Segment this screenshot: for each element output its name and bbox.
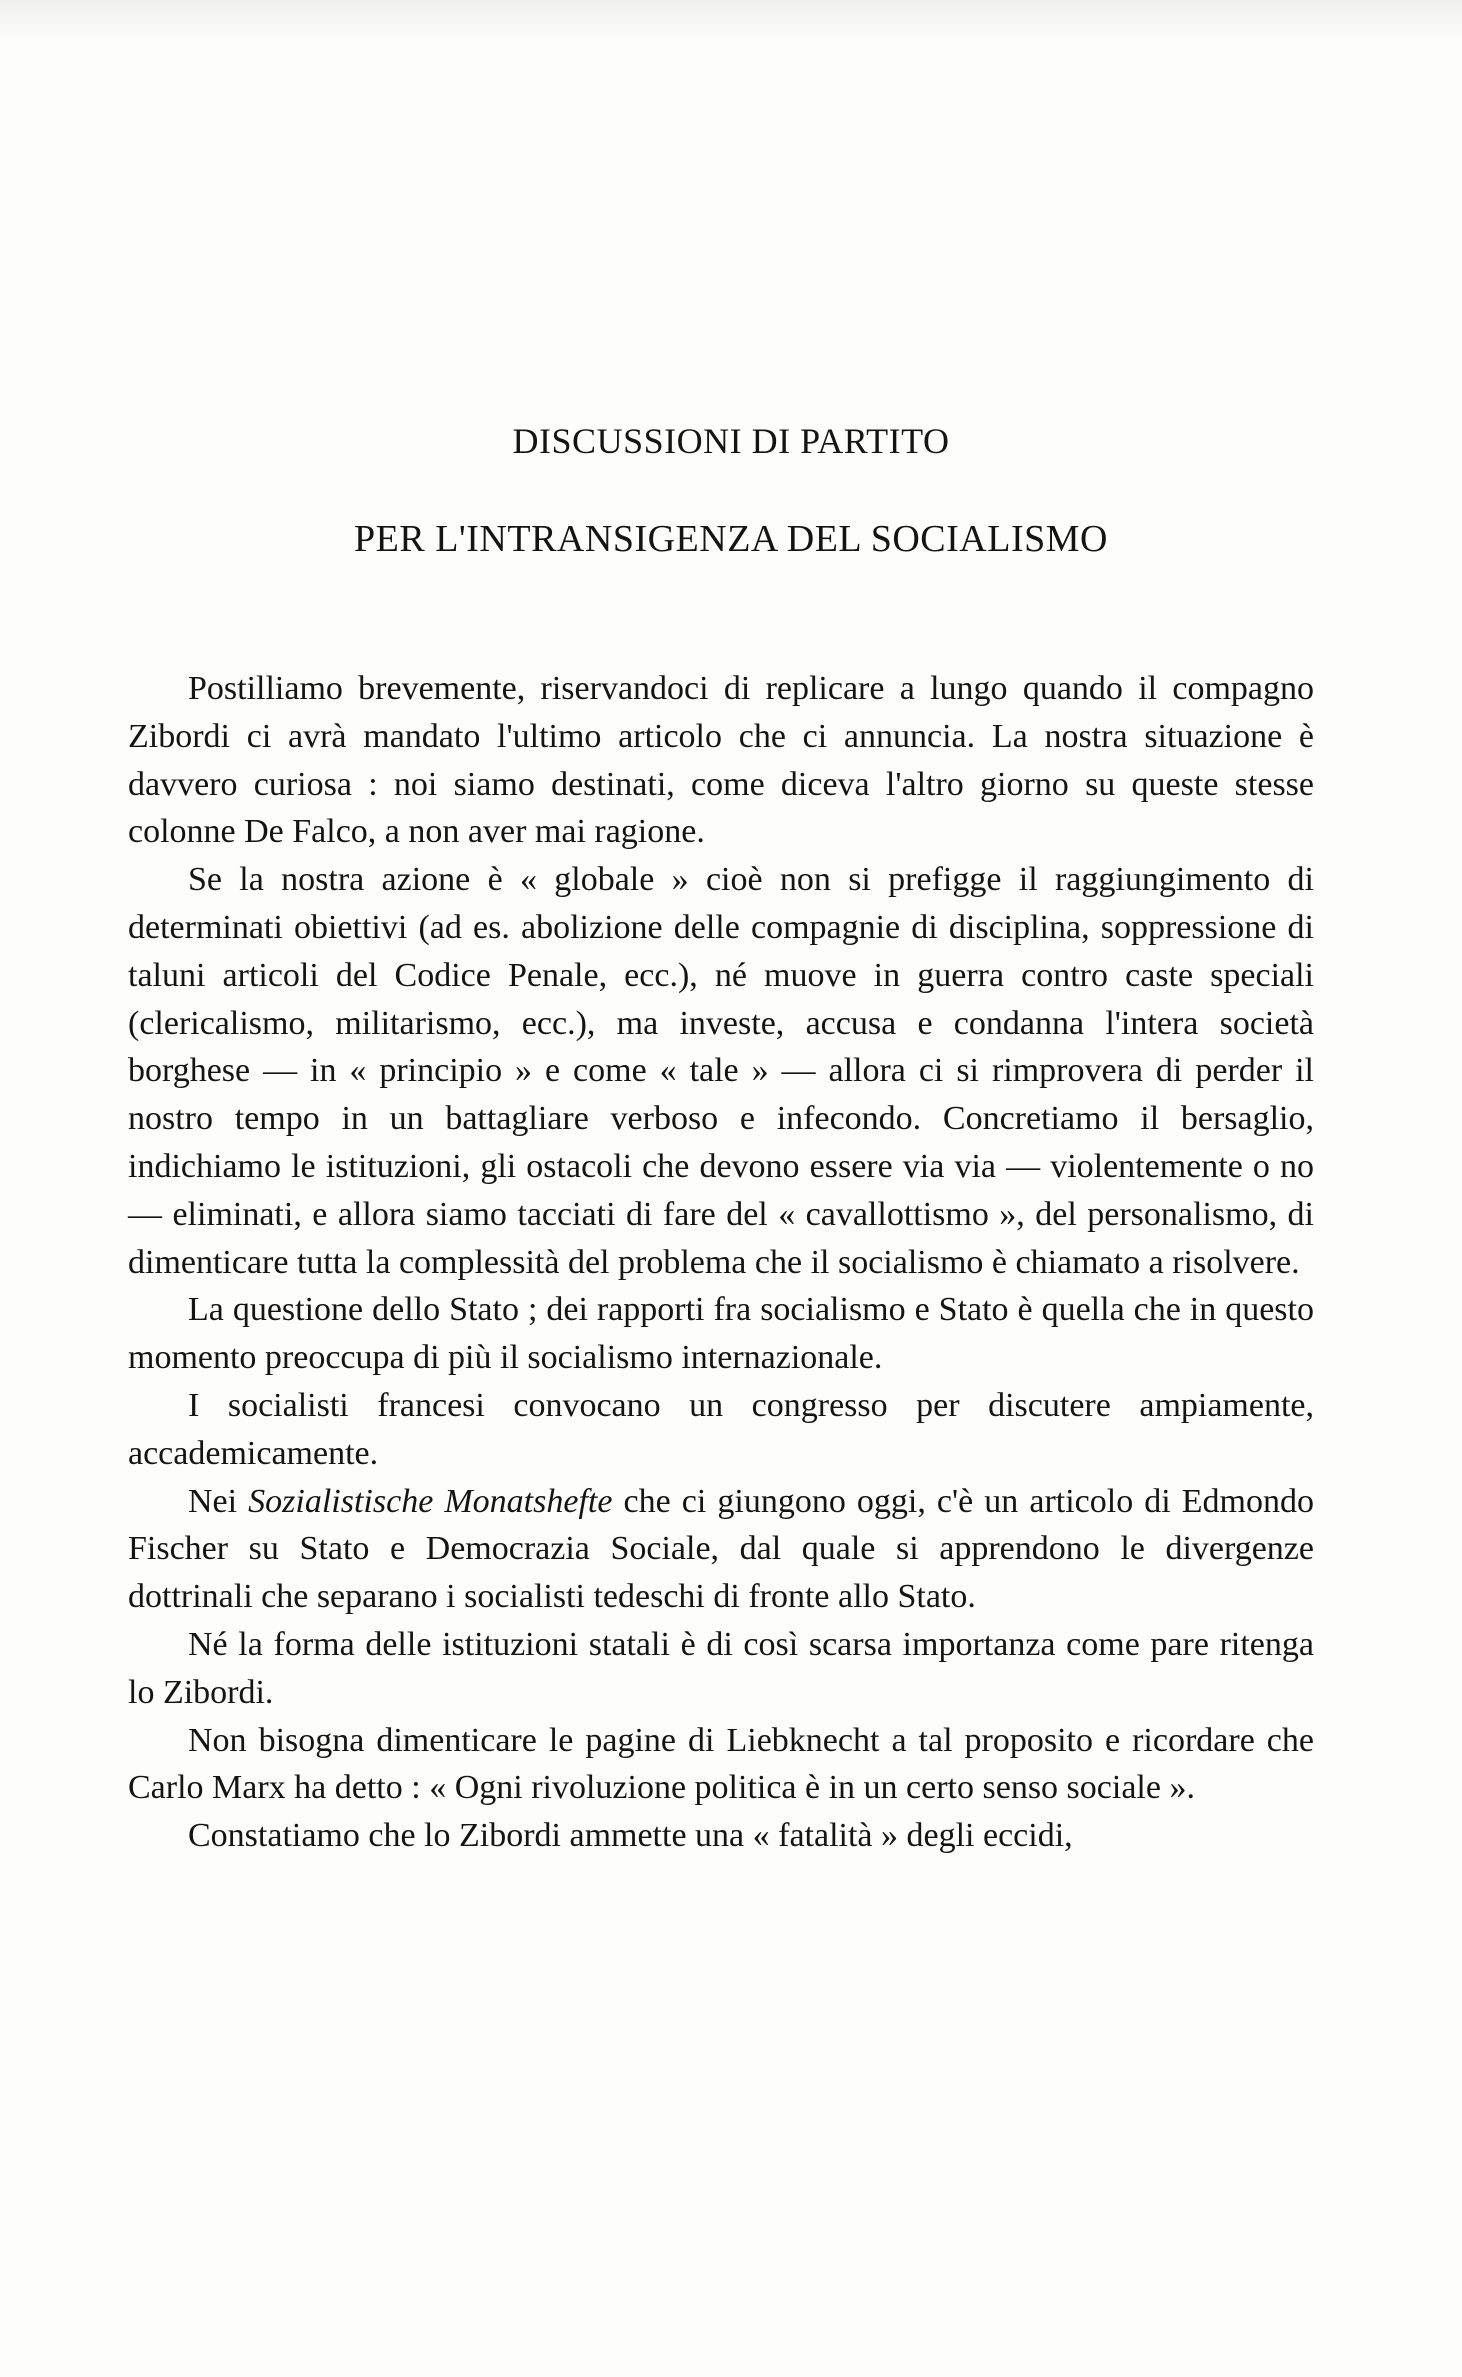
paragraph-5-rest: che ci giungono oggi, c'è un articolo di Edmondo Fischer su Stato e Democrazia Sociale, dal quale si apprendono le divergenze dottrinali che separano i socialisti tedeschi di fronte allo Stato.	[128, 1482, 1314, 1616]
paragraph-2: Se la nostra azione è « globale » cioè non si prefigge il raggiungimento di determinati obiettivi (ad es. abolizione delle compagnie di disciplina, soppressione di taluni articoli del Codice Penale, ecc.), né muove in guerra contro caste speciali (clericalismo, militarismo, ecc.), ma investe, accusa e condanna l'intera società borghese — in « principio » e come « tale » — allora ci si rimprovera di perder il nostro tempo in un battagliare verboso e infecondo. Concretiamo il bersaglio, indichiamo le istituzioni, gli ostacoli che devono essere via via — violentemente o no — eliminati, e allora siamo tacciati di fare del « cavallottismo », del personalismo, di dimenticare tutta la complessità del problema che il socialismo è chiamato a risolvere.	[128, 861, 1314, 1281]
journal-title: Sozialistische Monatshefte	[248, 1482, 613, 1520]
paragraph-5	[128, 1478, 1314, 1621]
article-body	[128, 665, 1314, 1860]
paragraph-6: Né la forma delle istituzioni statali è di così scarsa importanza come pare ritenga lo Zibordi.	[128, 1625, 1314, 1711]
paragraph-8: Constatiamo che lo Zibordi ammette una « fatalità » degli eccidi,	[188, 1817, 1073, 1855]
paragraph-7: Non bisogna dimenticare le pagine di Liebknecht a tal proposito e ricordare che Carlo Marx ha detto : « Ogni rivoluzione politica è in un certo senso sociale ».	[128, 1721, 1314, 1807]
article-title: PER L'INTRANSIGENZA DEL SOCIALISMO	[354, 518, 1108, 560]
scan-edge-shading	[0, 0, 1462, 40]
section-heading: DISCUSSIONI DI PARTITO	[512, 421, 950, 461]
paragraph-5-lead: Nei	[188, 1482, 249, 1520]
paragraph-4: I socialisti francesi convocano un congresso per discutere ampiamente, accademicamente.	[128, 1386, 1314, 1472]
paragraph-1: Postilliamo brevemente, riservandoci di replicare a lungo quando il compagno Zibordi ci avrà mandato l'ultimo articolo che ci annuncia. La nostra situazione è davvero curiosa : noi siamo destinati, come diceva l'altro giorno su queste stesse colonne De Falco, a non aver mai ragione.	[128, 670, 1314, 851]
paragraph-3: La questione dello Stato ; dei rapporti fra socialismo e Stato è quella che in questo momento preoccupa di più il socialismo internazionale.	[128, 1291, 1314, 1377]
